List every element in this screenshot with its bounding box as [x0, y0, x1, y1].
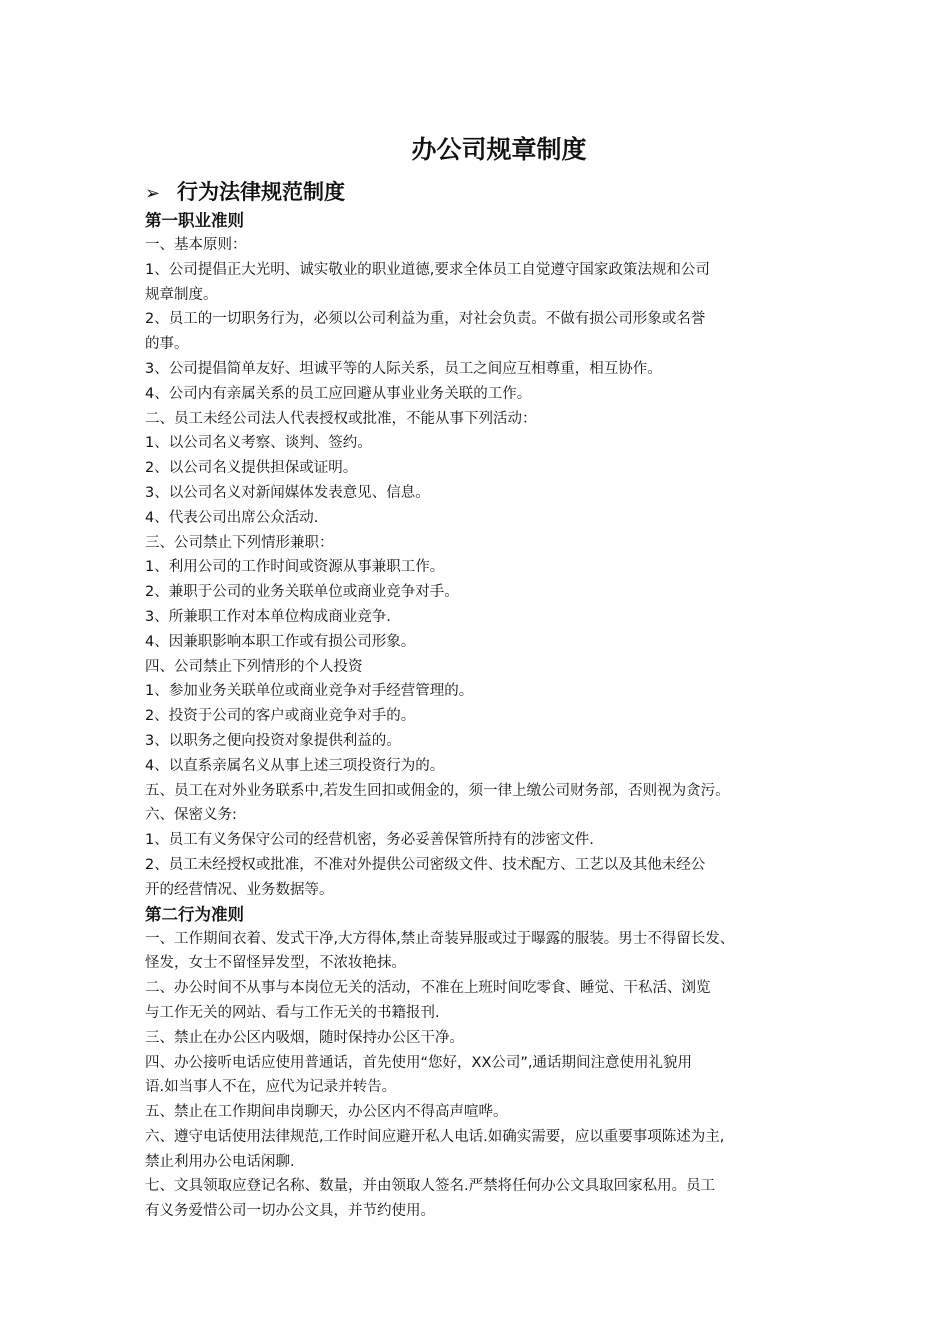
section-heading	[145, 175, 835, 209]
chapters-container	[145, 209, 835, 1224]
paragraph-line: 五、员工在对外业务联系中,若发生回扣或佣金的，须一律上缴公司财务部，否则视为贪污。	[145, 782, 730, 799]
paragraph-line: 五、禁止在工作期间串岗聊天，办公区内不得高声喧哗。	[145, 1104, 508, 1121]
paragraph-line: 3、公司提倡简单友好、坦诚平等的人际关系，员工之间应互相尊重，相互协作。	[145, 360, 662, 377]
paragraph-line: 有义务爱惜公司一切办公文具，并节约使用。	[145, 1203, 435, 1220]
paragraph-line: 4、公司内有亲属关系的员工应回避从事业业务关联的工作。	[145, 385, 532, 402]
paragraph-line: 2、员工未经授权或批准，不准对外提供公司密级文件、技术配方、工艺以及其他未经公	[145, 856, 706, 873]
paragraph-line: 七、文具领取应登记名称、数量，并由领取人签名.严禁将任何办公文具取回家私用。员工	[145, 1178, 716, 1195]
chapter-heading: 第二行为准则	[145, 904, 244, 924]
chapter-heading: 第一职业准则	[145, 211, 244, 230]
paragraph-line: 1、以公司名义考察、谈判、签约。	[145, 435, 372, 452]
paragraph-line: 3、以公司名义对新闻媒体发表意见、信息。	[145, 484, 430, 501]
paragraph-line: 2、兼职于公司的业务关联单位或商业竞争对手。	[145, 584, 459, 601]
paragraph-line: 与工作无关的网站、看与工作无关的书籍报刊.	[145, 1004, 440, 1021]
paragraph-line: 怪发，女士不留怪异发型，不浓妆艳抹。	[145, 955, 406, 972]
paragraph-line: 1、公司提倡正大光明、诚实敬业的职业道德,要求全体员工自觉遵守国家政策法规和公司	[145, 261, 710, 278]
paragraph-line: 的事。	[145, 336, 189, 353]
paragraph-line: 4、代表公司出席公众活动.	[145, 509, 319, 526]
paragraph-line: 四、办公接听电话应使用普通话，首先使用“您好，XX公司”,通话期间注意使用礼貌用	[145, 1054, 692, 1071]
paragraph-line: 2、投资于公司的客户或商业竞争对手的。	[145, 708, 416, 725]
document-title: 办公司规章制度	[411, 135, 587, 164]
paragraph-line: 规章制度。	[145, 286, 218, 303]
paragraph-line: 4、以直系亲属名义从事上述三项投资行为的。	[145, 757, 445, 774]
paragraph-line: 开的经营情况、业务数据等。	[145, 881, 334, 898]
paragraph-line: 四、公司禁止下列情形的个人投资	[145, 658, 363, 675]
paragraph-line: 禁止利用办公电话闲聊.	[145, 1153, 295, 1170]
paragraph-line: 一、基本原则：	[145, 237, 247, 253]
paragraph-line: 二、办公时间不从事与本岗位无关的活动，不准在上班时间吃零食、睡觉、干私活、浏览	[145, 980, 711, 997]
paragraph-line: 1、参加业务关联单位或商业竞争对手经营管理的。	[145, 683, 474, 700]
paragraph-line: 2、以公司名义提供担保或证明。	[145, 460, 358, 477]
paragraph-line: 六、保密义务:	[145, 807, 237, 824]
paragraph-line: 1、利用公司的工作时间或资源从事兼职工作。	[145, 559, 445, 576]
paragraph-line: 2、员工的一切职务行为，必须以公司利益为重，对社会负责。不做有损公司形象或名誉	[145, 311, 706, 328]
paragraph-line: 二、员工未经公司法人代表授权或批准，不能从事下列活动：	[145, 410, 537, 427]
paragraph-line: 六、遵守电话使用法律规范,工作时间应避开私人电话.如确实需要，应以重要事项陈述为主,	[145, 1128, 725, 1145]
paragraph-line: 三、禁止在办公区内吸烟，随时保持办公区干净。	[145, 1029, 464, 1046]
paragraph-line: 语.如当事人不在，应代为记录并转告。	[145, 1079, 397, 1096]
section-heading-text: 行为法律规范制度	[177, 180, 345, 204]
paragraph-line: 4、因兼职影响本职工作或有损公司形象。	[145, 633, 416, 650]
paragraph-line: 三、公司禁止下列情形兼职：	[145, 534, 334, 551]
document-page	[145, 130, 835, 1224]
paragraph-line: 3、所兼职工作对本单位构成商业竞争.	[145, 608, 391, 625]
paragraph-line: 一、工作期间衣着、发式干净,大方得体,禁止奇装异服或过于曝露的服装。男士不得留长发、	[145, 930, 735, 947]
paragraph-line: 3、以职务之便向投资对象提供利益的。	[145, 732, 401, 749]
arrow-bullet-icon: ➢	[145, 183, 161, 204]
paragraph-line: 1、员工有义务保守公司的经营机密，务必妥善保管所持有的涉密文件.	[145, 832, 594, 849]
